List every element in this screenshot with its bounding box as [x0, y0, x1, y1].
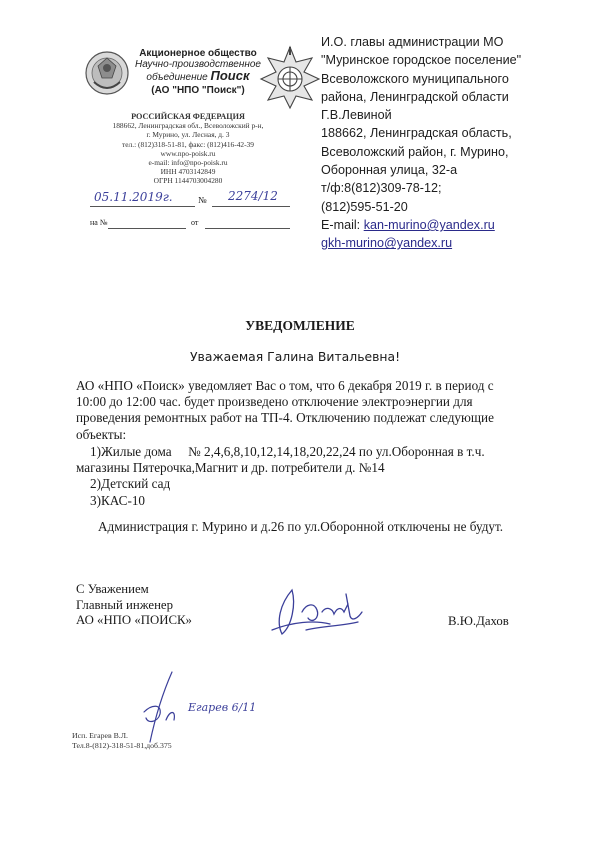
recipient-line: т/ф:8(812)309-78-12;	[321, 181, 442, 196]
regards: С Уважением	[76, 582, 149, 596]
letter-paragraph-2: Администрация г. Мурино и д.26 по ул.Оборонной отключены не будут.	[98, 519, 504, 534]
list-item-cont: магазины Пятерочка,Магнит и др. потребители д. №14	[76, 460, 385, 476]
number-line	[212, 205, 290, 207]
signer-position: Главный инженер	[76, 597, 174, 612]
recipient-line: Г.В.Левиной	[321, 108, 392, 123]
recipient-email-row-2	[321, 234, 591, 252]
executor-block	[72, 731, 172, 751]
coat-of-arms-icon	[82, 48, 132, 98]
signature-block	[76, 582, 192, 629]
list-item: 1)Жилые дома № 2,4,6,8,10,12,14,18,20,22,24 по ул.Оборонная в т.ч.	[90, 444, 485, 459]
poisk-emblem-icon	[258, 44, 322, 110]
handwritten-signature-icon	[262, 582, 372, 642]
country-label: РОССИЙСКАЯ ФЕДЕРАЦИЯ	[131, 112, 245, 121]
paragraph-line: объекты:	[76, 426, 127, 442]
executor-initials-handwritten: Егарев 6/11	[188, 701, 257, 714]
recipient-line: района, Ленинградской области	[321, 89, 509, 104]
company-inn: ИНН 4703142849	[160, 167, 216, 177]
company-phone: тел.: (812)318-51-81, факс: (812)416-42-39	[122, 139, 254, 149]
signer-name: В.Ю.Дахов	[448, 614, 509, 628]
recipient-email-row	[321, 216, 591, 234]
recipient-email-link-2[interactable]: gkh-murino@yandex.ru	[321, 236, 453, 251]
letter-title: УВЕДОМЛЕНИЕ	[245, 318, 355, 333]
executor-name: Исп. Егарев В.Л.	[72, 731, 128, 740]
outgoing-no-label: №	[198, 195, 207, 205]
company-website: www.npo-poisk.ru	[160, 148, 216, 158]
company-address-2: г. Мурино, ул. Лесная, д. 3	[146, 130, 230, 140]
recipient-line: (812)595-51-20	[321, 199, 408, 214]
letter-paragraph-1	[76, 378, 546, 443]
company-ogrn: ОГРН 1144703004280	[153, 176, 223, 186]
company-brand-logo: Поиск	[210, 68, 250, 83]
recipient-line: Всеволожского муниципального	[321, 71, 509, 86]
email-label: E-mail:	[321, 217, 364, 232]
reply-prefix: на №	[90, 218, 108, 227]
company-address-1: 188662, Ленинградская обл., Всеволожский р-н,	[112, 121, 264, 131]
company-subtitle-word: объединение	[146, 72, 208, 83]
recipient-block	[321, 33, 591, 253]
list-item: 3)КАС-10	[90, 492, 146, 508]
company-short-name: (АО "НПО "Поиск")	[151, 85, 245, 96]
objects-list	[76, 444, 556, 509]
list-item: 2)Детский сад	[90, 476, 171, 492]
recipient-line: И.О. главы администрации МО	[321, 35, 504, 49]
recipient-line: "Муринское городское поселение"	[321, 53, 522, 68]
date-line	[90, 205, 195, 207]
company-type: Акционерное общество	[139, 48, 257, 59]
company-block	[128, 48, 268, 96]
signer-org: АО «НПО «ПОИСК»	[76, 613, 192, 628]
recipient-line: Оборонная улица, 32-а	[321, 163, 458, 178]
paragraph-line: 10:00 до 12:00 час. будет произведено отключение электроэнергии для	[76, 394, 473, 410]
reply-number-line	[108, 227, 186, 229]
recipient-line: 188662, Ленинградская область,	[321, 126, 512, 141]
company-subtitle-2	[128, 70, 268, 83]
company-contacts	[86, 112, 290, 186]
company-email: e-mail: info@npo-poisk.ru	[148, 158, 228, 168]
recipient-line: Всеволожский район, г. Мурино,	[321, 144, 509, 159]
paragraph-line: АО «НПО «Поиск» уведомляет Вас о том, что 6 декабря 2019 г. в период с	[76, 378, 494, 393]
reply-from: от	[191, 218, 199, 227]
executor-phone: Тел.8-(812)-318-51-81,доб.375	[72, 741, 172, 750]
company-subtitle: Научно-производственное	[135, 59, 261, 70]
outgoing-date: 05.11.2019г.	[94, 190, 173, 204]
outgoing-number: 2274/12	[228, 189, 278, 203]
recipient-email-link-1[interactable]: kan-murino@yandex.ru	[363, 217, 495, 232]
reply-date-line	[205, 227, 290, 229]
salutation: Уважаемая Галина Витальевна!	[190, 349, 401, 364]
paragraph-line: проведения ремонтных работ на ТП-4. Отключению подлежат следующие	[76, 410, 494, 426]
